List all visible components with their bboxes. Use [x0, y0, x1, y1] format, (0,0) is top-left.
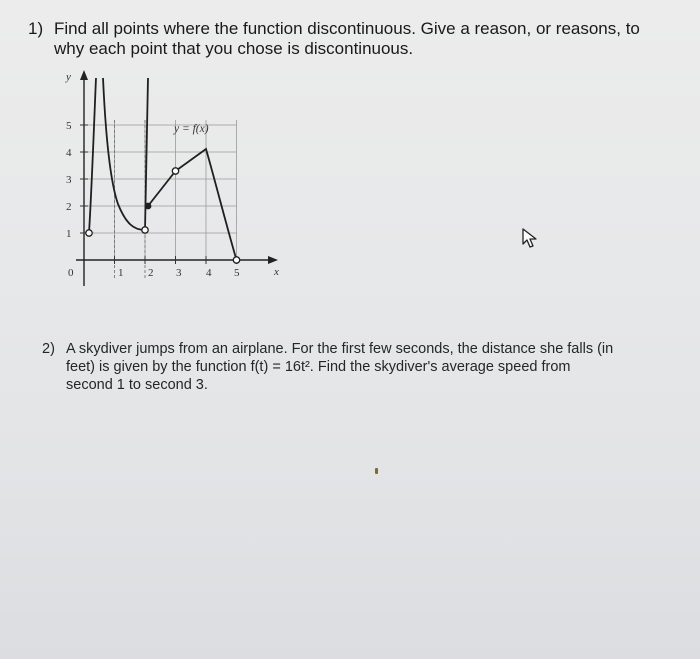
question-2-line-2: feet) is given by the function f(t) = 16t². Find the skydiver's average speed from [66, 359, 571, 375]
x-axis-arrow [268, 256, 278, 264]
curve-left-branch [89, 78, 96, 233]
open-point-5-0 [233, 257, 239, 263]
function-label: y = f(x) [174, 123, 209, 135]
x-axis-label: x [274, 266, 279, 278]
y-axis-arrow [80, 70, 88, 80]
axis-ticks [80, 125, 237, 264]
curve-middle-branch [103, 78, 148, 230]
asymptote-lines [115, 120, 146, 279]
x-tick-1: 1 [118, 267, 124, 279]
x-tick-3: 3 [176, 267, 182, 279]
open-point-0-1 [86, 230, 92, 236]
x-tick-0: 0 [68, 267, 74, 279]
y-tick-1: 1 [66, 228, 72, 240]
y-tick-3: 3 [66, 174, 72, 186]
y-tick-4: 4 [66, 147, 72, 159]
question-1-line-1: Find all points where the function discontinuous. Give a reason, or reasons, to [54, 19, 640, 38]
x-tick-2: 2 [148, 267, 154, 279]
y-tick-2: 2 [66, 201, 72, 213]
curve-right-branch [148, 149, 237, 260]
question-1-line-2: why each point that you chose is discontinuous. [54, 39, 414, 58]
mouse-pointer-icon [520, 226, 542, 250]
y-tick-5: 5 [66, 120, 72, 132]
question-2-line-1: A skydiver jumps from an airplane. For the first few seconds, the distance she falls (in [66, 341, 614, 357]
paper-speck [375, 468, 378, 474]
question-2-number: 2) [42, 341, 55, 357]
x-tick-4: 4 [206, 267, 212, 279]
x-tick-5: 5 [234, 267, 240, 279]
question-1-number: 1) [28, 19, 44, 38]
closed-point-2-2 [145, 203, 152, 210]
y-axis-label: y [66, 71, 71, 83]
question-2-line-3: second 1 to second 3. [66, 377, 208, 393]
function-graph [56, 64, 296, 294]
open-point-2-1 [142, 227, 148, 233]
open-point-3-3 [172, 168, 178, 174]
